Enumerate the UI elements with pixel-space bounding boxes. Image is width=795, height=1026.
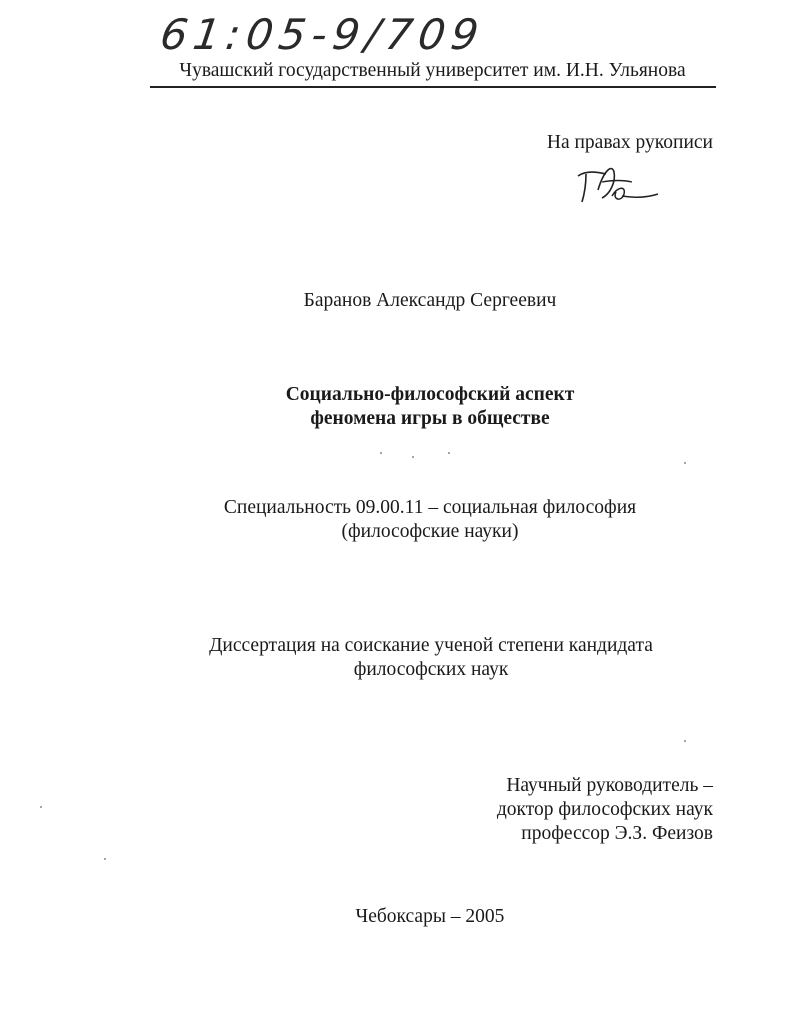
- university-name: Чувашский государственный университет им. И.Н. Ульянова: [179, 60, 686, 81]
- city-year: Чебоксары – 2005: [355, 906, 505, 927]
- signature-icon: [572, 160, 662, 208]
- author-name: Баранов Александр Сергеевич: [303, 290, 557, 311]
- scan-speck: [412, 456, 414, 458]
- scan-speck: [104, 858, 106, 860]
- supervisor-block: [497, 774, 713, 846]
- scan-speck: [684, 462, 686, 464]
- specialty-line-1: Специальность 09.00.11 – социальная философия: [223, 497, 637, 518]
- degree-line-1: Диссертация на соискание ученой степени кандидата: [209, 635, 653, 656]
- scan-speck: [684, 740, 686, 742]
- scan-speck: [40, 806, 42, 808]
- specialty-line-2: (философские науки): [341, 521, 519, 542]
- supervisor-line-2: доктор философских наук: [496, 799, 713, 820]
- scan-speck: [380, 452, 382, 454]
- supervisor-line-3: профессор Э.З. Феизов: [521, 823, 713, 844]
- dissertation-title: [0, 383, 795, 431]
- handwritten-archive-code: 61:05-9/709: [157, 10, 488, 59]
- title-line-2: феномена игры в обществе: [310, 408, 550, 429]
- specialty: [0, 496, 795, 544]
- title-line-1: Социально-философский аспект: [285, 384, 575, 405]
- scan-speck: [448, 452, 450, 454]
- degree-line-2: философских наук: [353, 659, 509, 680]
- manuscript-note: На правах рукописи: [546, 132, 713, 153]
- degree-statement: [0, 634, 795, 682]
- supervisor-line-1: Научный руководитель –: [506, 775, 713, 796]
- header-rule: [150, 86, 716, 88]
